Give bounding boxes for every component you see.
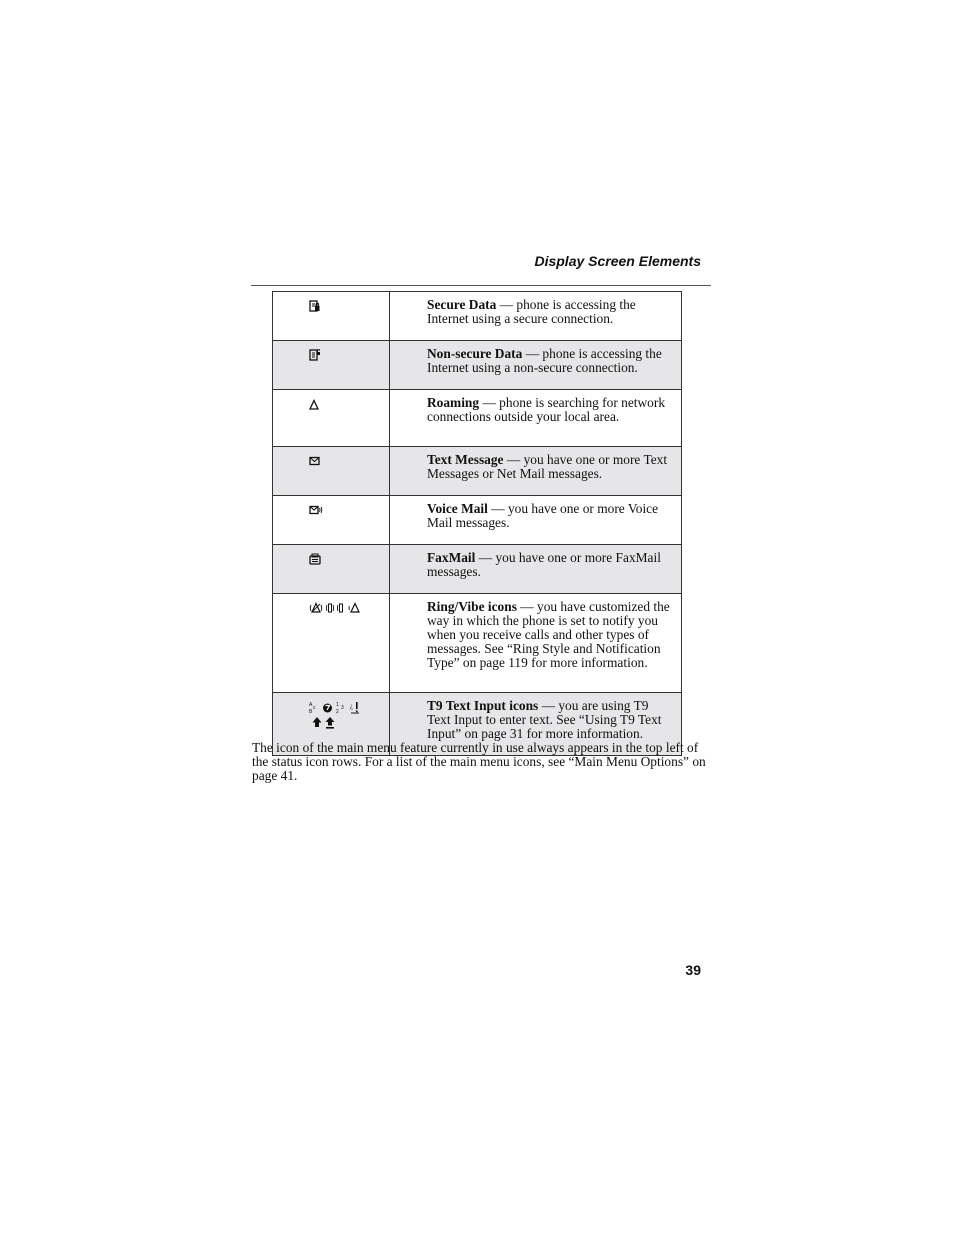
- table-row: [273, 545, 682, 594]
- term-description: — you are using T9 Text Input to enter text. See “Using T9 Text Input” on page 31 for more information.: [427, 698, 662, 741]
- term-description: — you have one or more FaxMail messages.: [427, 550, 661, 579]
- term-label: Secure Data: [427, 297, 497, 312]
- term-description: — phone is accessing the Internet using a non-secure connection.: [427, 346, 662, 375]
- vibrate-ring-icon: [337, 602, 345, 614]
- ring-loud-icon: [309, 602, 323, 614]
- abc-mode-icon: [309, 701, 319, 714]
- non-secure-data-icon: [309, 349, 320, 361]
- table-row: [273, 341, 682, 390]
- body-paragraph: The icon of the main menu feature currently in use always appears in the top left of the status icon rows. For a list of the main menu icons, see “Main Menu Options” on page 41.: [252, 740, 706, 783]
- svg-text:A: A: [309, 701, 313, 708]
- text-message-icon: [309, 456, 320, 466]
- ring-soft-icon: [348, 602, 360, 614]
- table-row: [273, 496, 682, 545]
- term-label: Text Message: [427, 452, 504, 467]
- term-description: — you have customized the way in which the phone is set to notify you when you receive calls and other types of messages. See “Ring Style and Notification Type” on page 119 for more information.: [427, 599, 670, 670]
- table-row: [273, 390, 682, 447]
- t9-mode-icon: [322, 701, 333, 714]
- vibrate-icon: [326, 602, 334, 614]
- term-description: — you have one or more Text Messages or Net Mail messages.: [427, 452, 668, 481]
- term-label: T9 Text Input icons: [427, 698, 539, 713]
- term-description: — you have one or more Voice Mail messages.: [427, 501, 659, 530]
- roaming-icon: [309, 399, 319, 410]
- term-label: Voice Mail: [427, 501, 488, 516]
- table-row: [273, 447, 682, 496]
- term-description: — phone is accessing the Internet using a secure connection.: [427, 297, 636, 326]
- table-row: [273, 292, 682, 341]
- symbol-mode-icon: [350, 701, 360, 714]
- running-header: Display Screen Elements: [534, 253, 701, 269]
- svg-text:B: B: [309, 708, 313, 714]
- numeric-mode-icon: [336, 701, 347, 714]
- term-label: Ring/Vibe icons: [427, 599, 517, 614]
- term-description: — phone is searching for network connections outside your local area.: [427, 395, 666, 424]
- caps-lock-icon: [325, 716, 335, 729]
- svg-text:2: 2: [336, 708, 339, 714]
- status-icon-table: [272, 291, 682, 756]
- term-label: FaxMail: [427, 550, 476, 565]
- svg-text:1: 1: [336, 701, 339, 708]
- secure-data-icon: [309, 300, 320, 312]
- svg-text:c: c: [313, 704, 316, 711]
- t9-text-input-icons: [309, 700, 389, 729]
- svg-text:¿: ¿: [350, 701, 354, 710]
- table-row: [273, 594, 682, 693]
- page-number: 39: [685, 962, 701, 978]
- term-label: Non-secure Data: [427, 346, 523, 361]
- faxmail-icon: [309, 553, 321, 565]
- voice-mail-icon: [309, 505, 323, 515]
- term-label: Roaming: [427, 395, 480, 410]
- header-rule: [251, 285, 711, 286]
- svg-text:3: 3: [341, 704, 344, 711]
- shift-icon: [312, 716, 322, 728]
- ring-vibe-icons: [309, 601, 389, 615]
